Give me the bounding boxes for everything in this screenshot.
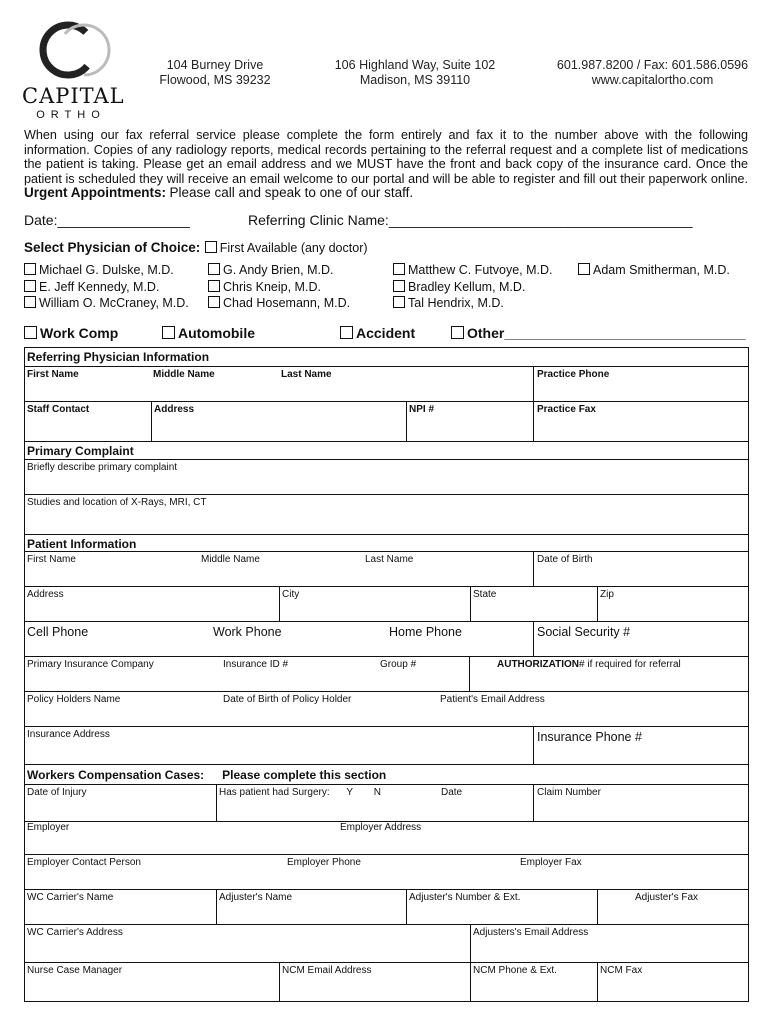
studies-field[interactable]: Studies and location of X-Rays, MRI, CT [27, 497, 207, 508]
divider [597, 586, 598, 621]
referring-section-title: Referring Physician Information [27, 350, 210, 364]
complaint-describe-field[interactable]: Briefly describe primary complaint [27, 462, 178, 473]
automobile-checkbox[interactable] [162, 326, 175, 339]
ncm-email-field[interactable]: NCM Email Address [282, 965, 372, 976]
insurance-company-field[interactable]: Primary Insurance Company [27, 659, 154, 670]
divider [533, 366, 534, 441]
workers-title: Workers Compensation Cases: [27, 768, 205, 782]
divider [25, 586, 748, 587]
case-work-comp[interactable] [24, 325, 118, 341]
physician-checkbox[interactable] [208, 296, 220, 308]
patient-work-phone-field[interactable]: Work Phone [213, 625, 282, 639]
divider [25, 656, 748, 657]
insurance-phone-field[interactable]: Insurance Phone # [537, 730, 642, 744]
divider [406, 889, 407, 924]
ref-first-name-field[interactable]: First Name [27, 369, 79, 380]
physician-checkbox[interactable] [24, 263, 36, 275]
divider [25, 889, 748, 890]
policy-holder-field[interactable]: Policy Holders Name [27, 694, 121, 705]
divider [25, 366, 748, 367]
authorization-rest: # if required for referral [579, 659, 681, 670]
patient-address-field[interactable]: Address [27, 589, 64, 600]
physician-select-label: Select Physician of Choice: [24, 240, 201, 255]
patient-section-title: Patient Information [27, 537, 137, 551]
urgent-label: Urgent Appointments: [24, 185, 166, 201]
automobile-label: Automobile [178, 325, 255, 341]
divider [597, 962, 598, 1001]
divider [25, 621, 748, 622]
location-flowood-city: Flowood, MS 39232 [159, 73, 271, 87]
physician-brien: G. Andy Brien, M.D. [223, 263, 334, 277]
divider [533, 621, 534, 656]
surgery-no-option[interactable]: N [373, 787, 381, 798]
patient-state-field[interactable]: State [473, 589, 497, 600]
divider [25, 494, 748, 495]
claim-number-field[interactable]: Claim Number [537, 787, 601, 798]
divider [470, 586, 471, 621]
physician-kneip: Chris Kneip, M.D. [223, 279, 321, 294]
patient-middle-name-field[interactable]: Middle Name [201, 554, 260, 565]
physician-checkbox[interactable] [208, 280, 220, 292]
work-comp-label: Work Comp [40, 325, 119, 341]
surgery-label: Has patient had Surgery: [219, 787, 330, 798]
divider [25, 401, 748, 402]
insurance-address-field[interactable]: Insurance Address [27, 729, 110, 740]
surgery-question [219, 787, 381, 798]
divider [279, 962, 280, 1001]
physician-kellum: Bradley Kellum, M.D. [408, 279, 526, 294]
referring-clinic-field[interactable]: Referring Clinic Name:_______________________________________ [248, 212, 693, 228]
divider [25, 764, 748, 765]
adjuster-fax-field[interactable]: Adjuster's Fax [635, 892, 699, 903]
complaint-section-title: Primary Complaint [27, 444, 134, 458]
physician-hendrix: Tal Hendrix, M.D. [408, 296, 504, 310]
ref-staff-contact-field[interactable]: Staff Contact [27, 404, 90, 415]
physician-hosemann: Chad Hosemann, M.D. [223, 296, 351, 310]
accident-label: Accident [356, 325, 416, 341]
physician-futvoye: Matthew C. Futvoye, M.D. [408, 263, 553, 277]
adjuster-name-field[interactable]: Adjuster's Name [219, 892, 293, 903]
patient-cell-field[interactable]: Cell Phone [27, 625, 89, 639]
divider [25, 459, 748, 460]
case-other[interactable] [451, 325, 746, 341]
divider [25, 691, 748, 692]
location-flowood [140, 58, 290, 88]
divider [216, 889, 217, 924]
physician-col-1 [24, 262, 189, 312]
workers-subtitle: Please complete this section [222, 768, 387, 782]
employer-phone-field[interactable]: Employer Phone [287, 857, 361, 868]
divider [25, 441, 748, 442]
first-available-checkbox[interactable] [205, 241, 217, 253]
logo-name: CAPITAL [22, 84, 125, 108]
work-comp-checkbox[interactable] [24, 326, 37, 339]
authorization-bold: AUTHORIZATION [497, 659, 580, 670]
first-available-label: First Available (any doctor) [219, 241, 368, 255]
divider [406, 401, 407, 441]
referral-form-table [24, 347, 749, 1002]
case-accident[interactable] [340, 325, 415, 341]
other-checkbox[interactable] [451, 326, 464, 339]
workers-section-title [27, 768, 386, 782]
physician-col-2 [208, 262, 350, 312]
carrier-address-field[interactable]: WC Carrier's Address [27, 927, 123, 938]
employer-field[interactable]: Employer [27, 822, 70, 833]
ref-practice-phone-field[interactable]: Practice Phone [537, 369, 610, 380]
physician-checkbox[interactable] [393, 296, 405, 308]
divider [533, 726, 534, 764]
divider [279, 586, 280, 621]
case-automobile[interactable] [162, 325, 255, 341]
surgery-date-field[interactable]: Date [441, 787, 463, 798]
physician-smitherman: Adam Smitherman, M.D. [593, 263, 730, 277]
divider [597, 889, 598, 924]
physician-kennedy: E. Jeff Kennedy, M.D. [39, 279, 160, 294]
employer-fax-field[interactable]: Employer Fax [520, 857, 582, 868]
divider [25, 962, 748, 963]
physician-checkbox[interactable] [393, 280, 405, 292]
patient-zip-field[interactable]: Zip [600, 589, 614, 600]
physician-mccraney: William O. McCraney, M.D. [39, 296, 189, 310]
authorization-field[interactable] [497, 659, 681, 670]
divider [533, 784, 534, 821]
patient-ssn-field[interactable]: Social Security # [537, 625, 631, 639]
location-madison-city: Madison, MS 39110 [359, 73, 471, 87]
divider [25, 726, 748, 727]
physician-checkbox[interactable] [208, 263, 220, 275]
patient-email-field[interactable]: Patient's Email Address [440, 694, 545, 705]
nurse-case-manager-field[interactable]: Nurse Case Manager [27, 965, 123, 976]
ref-practice-fax-field[interactable]: Practice Fax [537, 404, 596, 415]
ncm-fax-field[interactable]: NCM Fax [600, 965, 643, 976]
policy-holder-dob-field[interactable]: Date of Birth of Policy Holder [223, 694, 352, 705]
logo [22, 20, 125, 125]
divider [25, 534, 748, 535]
patient-first-name-field[interactable]: First Name [27, 554, 76, 565]
physician-dulske: Michael G. Dulske, M.D. [39, 263, 174, 277]
divider [469, 656, 470, 691]
divider [533, 551, 534, 586]
insurance-id-field[interactable]: Insurance ID # [223, 659, 289, 670]
phone-fax: 601.987.8200 / Fax: 601.586.0596 [556, 58, 749, 72]
physician-checkbox[interactable] [24, 296, 36, 308]
accident-checkbox[interactable] [340, 326, 353, 339]
divider [151, 401, 152, 441]
location-madison-street: 106 Highland Way, Suite 102 [334, 58, 496, 72]
ref-last-name-field[interactable]: Last Name [281, 369, 332, 380]
divider [216, 784, 217, 821]
divider [25, 551, 748, 552]
website-link[interactable]: www.capitalortho.com [591, 73, 714, 87]
group-number-field[interactable]: Group # [380, 659, 417, 670]
divider [25, 924, 748, 925]
ncm-phone-field[interactable]: NCM Phone & Ext. [473, 965, 557, 976]
date-field[interactable]: Date:_________________ [24, 212, 190, 228]
adjuster-email-field[interactable]: Adjusters's Email Address [473, 927, 589, 938]
physician-select-row [24, 239, 368, 257]
contact-info [540, 58, 765, 88]
physician-checkbox[interactable] [393, 263, 405, 275]
physician-checkbox[interactable] [578, 263, 590, 275]
physician-col-4 [578, 262, 730, 279]
other-label: Other_______________________________ [467, 325, 746, 341]
date-of-injury-field[interactable]: Date of Injury [27, 787, 87, 798]
ref-address-field[interactable]: Address [154, 404, 195, 415]
patient-home-phone-field[interactable]: Home Phone [389, 625, 462, 639]
intro-paragraph [24, 128, 748, 201]
physician-col-3 [393, 262, 552, 312]
adjuster-number-field[interactable]: Adjuster's Number & Ext. [409, 892, 521, 903]
ref-middle-name-field[interactable]: Middle Name [153, 369, 215, 380]
intro-text: When using our fax referral service please complete the form entirely and fax it to the number above with the following information. Copies of any radiology reports, medical records pertaining to the referral request and a complete list of medications the patient is taking. Please get an email address and we MUST have the front and back copy of the insurance card. Once the patient is scheduled they will receive an email welcome to our portal and will be able to register and fill out their paperwork online. [24, 128, 748, 186]
location-flowood-street: 104 Burney Drive [166, 58, 264, 72]
urgent-text: Please call and speak to one of our staff. [169, 185, 414, 201]
patient-last-name-field[interactable]: Last Name [365, 554, 414, 565]
location-madison [320, 58, 510, 88]
logo-mark-icon [22, 20, 122, 82]
employer-contact-field[interactable]: Employer Contact Person [27, 857, 141, 868]
physician-checkbox[interactable] [24, 280, 36, 292]
patient-dob-field[interactable]: Date of Birth [537, 554, 593, 565]
ref-npi-field[interactable]: NPI # [409, 404, 435, 415]
patient-city-field[interactable]: City [282, 589, 300, 600]
divider [25, 854, 748, 855]
divider [25, 784, 748, 785]
surgery-yes-option[interactable]: Y [346, 787, 353, 798]
logo-sub: ORTHO [36, 109, 106, 121]
carrier-name-field[interactable]: WC Carrier's Name [27, 892, 114, 903]
employer-address-field[interactable]: Employer Address [340, 822, 422, 833]
